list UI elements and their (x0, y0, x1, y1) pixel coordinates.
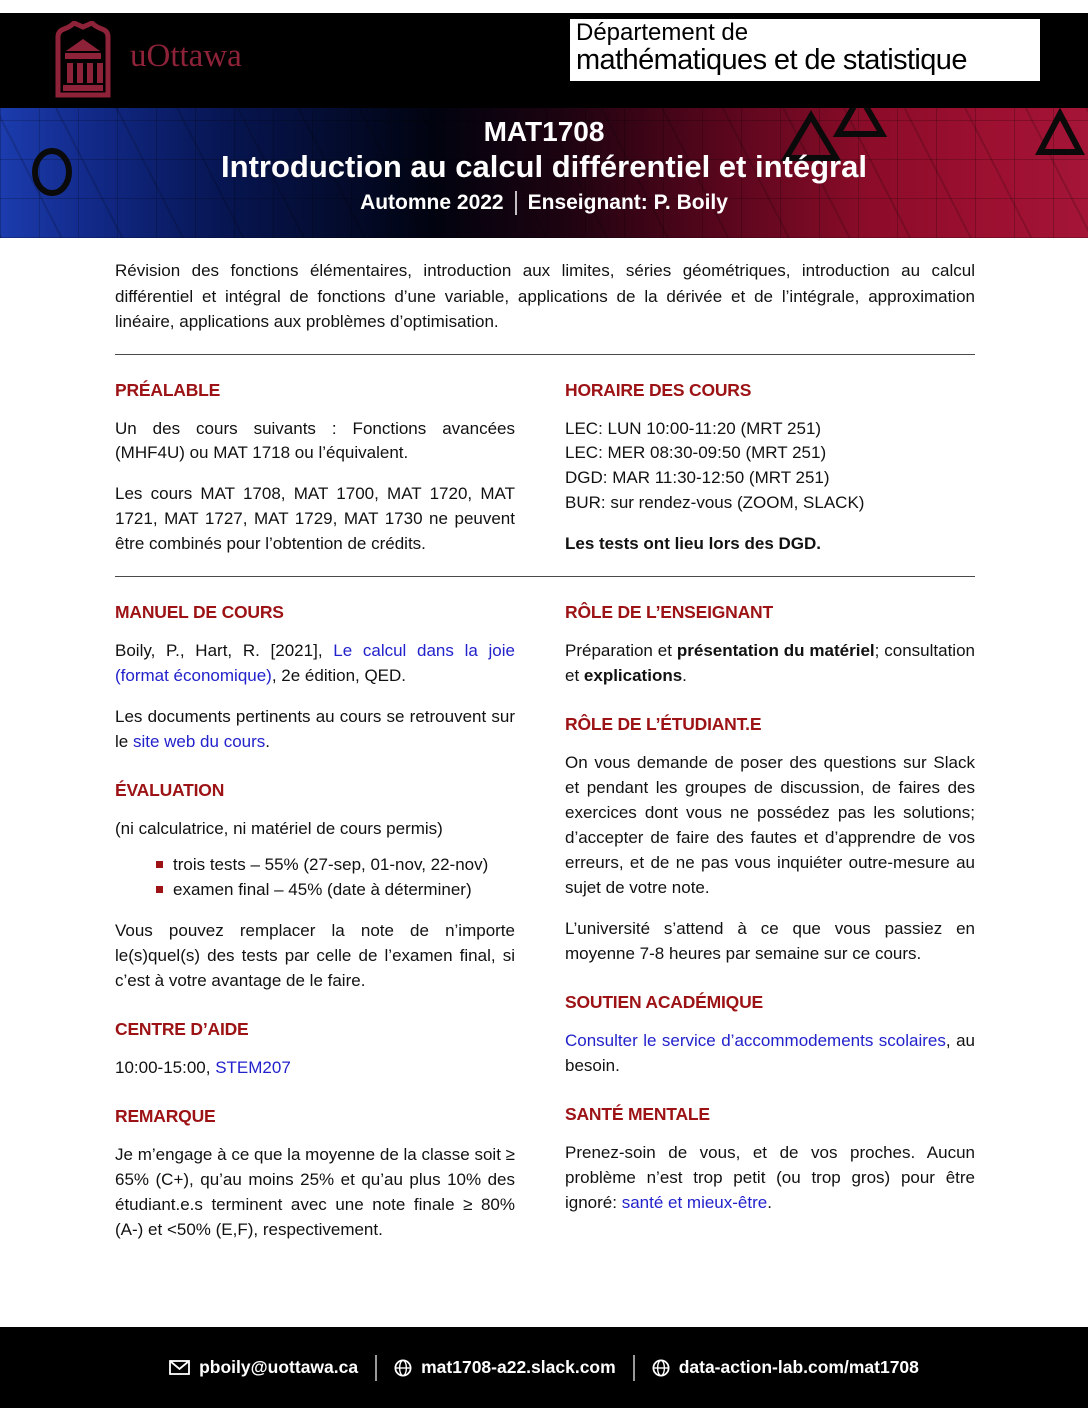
paragraph (115, 919, 515, 994)
uottawa-wordmark: uOttawa (130, 37, 242, 74)
paragraph (565, 532, 975, 557)
paragraph (115, 639, 515, 689)
section-role-enseignant (565, 602, 975, 689)
instructor-label: Enseignant: P. Boily (527, 191, 728, 215)
text-run: (ni calculatrice, ni matériel de cours permis) (115, 819, 443, 839)
section-heading: REMARQUE (115, 1105, 216, 1126)
text-run: Les cours MAT 1708, MAT 1700, MAT 1720, MAT 1721, MAT 1727, MAT 1729, MAT 1730 ne peuvent être combinés pour l’obtention de crédits. (115, 484, 515, 554)
term-label: Automne 2022 (360, 191, 504, 215)
footer-divider (375, 1355, 377, 1381)
globe-icon (652, 1359, 670, 1377)
bullet-list (115, 853, 515, 902)
department-line-1: Département de (576, 19, 749, 46)
right-column (565, 577, 975, 1242)
text-run: On vous demande de poser des questions sur Slack et pendant les groupes de discussion, de faires des exercices dont vous ne possédez pas les solutions; d’accepter de faire des fautes et d’apprendre de vos erreurs, et de ne pas vous inquiéter outre-mesure au sujet de votre note. (565, 753, 975, 898)
section-centre-aide (115, 1019, 515, 1081)
section-remarque (115, 1106, 515, 1243)
uottawa-logo-icon (52, 21, 114, 99)
text-run: Vous pouvez remplacer la note de n’importe le(s)quel(s) des tests par celle de l’examen final, si c’est à votre avantage de le faire. (115, 920, 515, 990)
footer-slack-link[interactable]: mat1708-a22.slack.com (394, 1357, 616, 1378)
paragraph (115, 817, 515, 842)
text-link[interactable]: STEM207 (215, 1057, 291, 1077)
row-schedule (115, 355, 975, 558)
paragraph (565, 751, 975, 901)
bullet-item (173, 853, 515, 878)
footer-divider (633, 1355, 635, 1381)
schedule-line: DGD: MAR 11:30-12:50 (MRT 251) (565, 468, 830, 488)
text-run: Préparation et (565, 641, 677, 661)
schedule-line: BUR: sur rendez-vous (ZOOM, SLACK) (565, 493, 865, 513)
section-sante (565, 1104, 975, 1216)
schedule-line: LEC: LUN 10:00-11:20 (MRT 251) (565, 418, 822, 438)
course-description: Révision des fonctions élémentaires, introduction aux limites, séries géométriques, introduction au calcul différentiel et intégral de fonctions d’une variable, applications de la dérivée et de l’intégrale, approximation linéaire, applications aux problèmes d’optimisation. (115, 261, 975, 331)
text-run: , au besoin. (565, 1031, 975, 1076)
row-details (115, 577, 975, 1242)
text-link[interactable]: Le calcul dans la joie (format économique) (115, 641, 515, 686)
text-run: Un des cours suivants : Fonctions avancées (MHF4U) ou MAT 1718 ou l’équivalent. (115, 418, 515, 463)
uottawa-logo (52, 21, 242, 99)
left-column (115, 577, 515, 1242)
section-role-etudiant (565, 714, 975, 967)
text-run: explications (583, 666, 683, 686)
section-heading: RÔLE DE L’ÉTUDIANT.E (565, 714, 762, 735)
bullet-item (173, 878, 515, 903)
paragraph (115, 482, 515, 557)
paragraph (115, 1143, 515, 1243)
course-subtitle (0, 191, 1088, 215)
schedule-line: LEC: MER 08:30-09:50 (MRT 251) (565, 443, 827, 463)
text-run: examen final – 45% (date à déterminer) (173, 879, 472, 899)
text-link[interactable]: Consulter le service d’accommodements scolaires (565, 1031, 946, 1051)
section-heading: ÉVALUATION (115, 780, 225, 801)
section-horaire (565, 355, 975, 558)
paragraph (115, 1056, 515, 1081)
top-margin-strip (0, 0, 1088, 13)
section-heading: SANTÉ MENTALE (565, 1104, 710, 1125)
text-run: Je m’engage à ce que la moyenne de la classe soit ≥ 65% (C+), qu’au moins 25% et qu’au plus 10% des étudiant.e.s terminent avec une note finale ≥ 80% (A-) et <50% (E,F), respectivement. (115, 1144, 515, 1239)
section-heading: RÔLE DE L’ENSEIGNANT (565, 602, 773, 623)
section-evaluation (115, 780, 515, 993)
course-banner (0, 108, 1088, 238)
section-soutien (565, 992, 975, 1079)
text-run: . (682, 666, 687, 686)
section-heading: SOUTIEN ACADÉMIQUE (565, 992, 763, 1013)
text-run: Boily, P., Hart, R. [2021], (115, 641, 334, 661)
subtitle-divider (515, 191, 517, 215)
text-run: Les documents pertinents au cours se retrouvent sur le (115, 707, 515, 752)
footer-site-link[interactable]: data-action-lab.com/mat1708 (652, 1357, 919, 1378)
header (0, 13, 1088, 108)
section-heading: CENTRE D’AIDE (115, 1018, 249, 1039)
paragraph (115, 417, 515, 467)
text-run: trois tests – 55% (27-sep, 01-nov, 22-nov) (173, 855, 489, 875)
section-heading: HORAIRE DES COURS (565, 379, 752, 400)
text-run: ; consultation et (565, 641, 975, 686)
footer-email-link[interactable]: pboily@uottawa.ca (169, 1357, 358, 1378)
paragraph (565, 917, 975, 967)
text-run: L’université s’attend à ce que vous passiez en moyenne 7-8 heures par semaine sur ce cours. (565, 919, 975, 964)
footer (0, 1327, 1088, 1408)
paragraph (565, 639, 975, 689)
section-prealable (115, 355, 515, 558)
text-run: . (265, 732, 270, 752)
section-heading: PRÉALABLE (115, 379, 221, 400)
text-link[interactable]: santé et mieux-être (621, 1193, 768, 1213)
paragraph (565, 1029, 975, 1079)
section-heading: MANUEL DE COURS (115, 602, 284, 623)
text-run: présentation du matériel (676, 641, 875, 661)
section-manuel (115, 602, 515, 755)
envelope-icon (169, 1360, 190, 1375)
schedule-lines (565, 417, 975, 517)
paragraph (565, 1141, 975, 1216)
text-run: 10:00-15:00, (115, 1057, 216, 1077)
text-run: Prenez-soin de vous, et de vos proches. Aucun problème n’est trop petit (ou trop gros) pour être ignoré: (565, 1143, 975, 1213)
syllabus-content (0, 238, 1088, 1327)
paragraph (115, 705, 515, 755)
department-line-2: mathématiques et de statistique (576, 44, 967, 77)
globe-icon (394, 1359, 412, 1377)
text-run: . (767, 1193, 772, 1213)
text-link[interactable]: site web du cours (132, 732, 266, 752)
text-run: , 2e édition, QED. (271, 666, 407, 686)
text-run: Les tests ont lieu lors des DGD. (565, 534, 822, 554)
department-box (570, 19, 1040, 81)
course-code: MAT1708 (483, 116, 605, 147)
course-title: Introduction au calcul différentiel et intégral (221, 148, 867, 184)
